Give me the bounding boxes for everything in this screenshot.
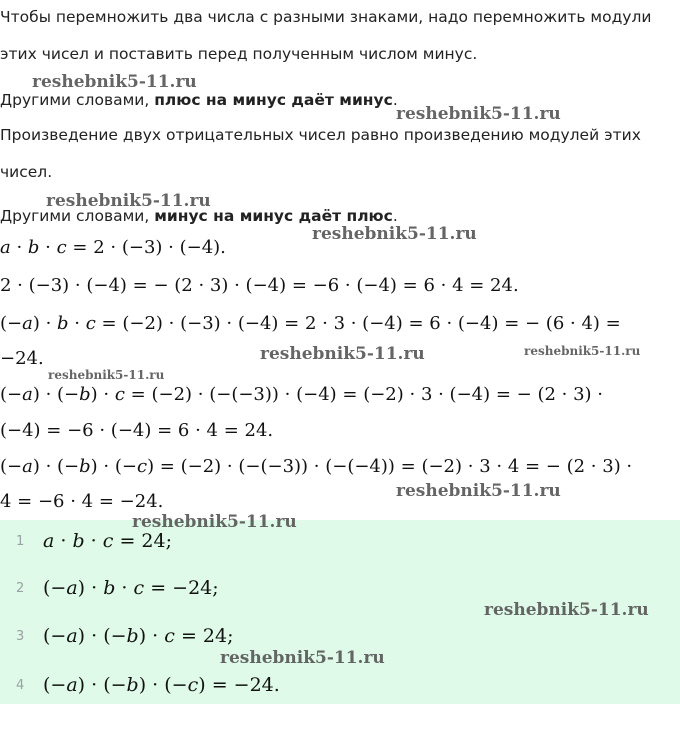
bold-rule: плюс на минус даёт минус [154,91,393,109]
watermark: reshebnik5-11.ru [48,368,165,382]
watermark: reshebnik5-11.ru [396,104,561,124]
paragraph-line: Произведение двух отрицательных чисел равно произведению модулей этих [0,126,641,144]
watermark: reshebnik5-11.ru [312,224,477,244]
watermark: reshebnik5-11.ru [524,344,641,358]
paragraph-text: . [392,207,398,225]
paragraph-text: Другими словами, [0,207,155,225]
math-line: (−4) = −6 · (−4) = 6 · 4 = 24. [0,420,274,441]
watermark: reshebnik5-11.ru [260,344,425,364]
line-number: 1 [16,534,25,549]
line-number: 2 [16,581,25,596]
math-line: 2 · (−3) · (−4) = − (2 · 3) · (−4) = −6 · (−4) = 6 · 4 = 24. [0,275,519,296]
math-line: −24. [0,348,44,369]
watermark: reshebnik5-11.ru [32,72,197,92]
paragraph-line [0,91,398,109]
paragraph-text: Другими словами, [0,91,155,109]
paragraph-line: этих чисел и поставить перед полученным числом минус. [0,45,478,63]
bold-rule: минус на минус даёт плюс [154,207,393,225]
math-line: (−a) · b · c = (−2) · (−3) · (−4) = 2 · 3 · (−4) = 6 · (−4) = − (6 · 4) = [0,313,621,334]
watermark: reshebnik5-11.ru [484,600,649,620]
answer-expression: (−a) · (−b) · c = 24; [43,625,234,647]
line-number: 3 [16,629,25,644]
watermark: reshebnik5-11.ru [396,481,561,501]
paragraph-text: . [392,91,398,109]
math-line: (−a) · (−b) · (−c) = (−2) · (−(−3)) · (−(−4)) = (−2) · 3 · 4 = − (2 · 3) · [0,456,633,477]
answer-expression: a · b · c = 24; [43,530,172,552]
line-number: 4 [16,678,25,693]
answer-expression: (−a) · b · c = −24; [43,577,219,599]
math-line: a · b · c = 2 · (−3) · (−4). [0,237,226,258]
list-item [0,522,680,562]
math-line: 4 = −6 · 4 = −24. [0,491,164,512]
watermark: reshebnik5-11.ru [132,512,297,532]
math-line: (−a) · (−b) · c = (−2) · (−(−3)) · (−4) = (−2) · 3 · (−4) = − (2 · 3) · [0,384,604,405]
watermark: reshebnik5-11.ru [46,191,211,211]
list-item [0,666,680,706]
paragraph-line: Чтобы перемножить два числа с разными знаками, надо перемножить модули [0,8,652,26]
answer-expression: (−a) · (−b) · (−c) = −24. [43,674,280,696]
paragraph-line: чисел. [0,163,53,181]
watermark: reshebnik5-11.ru [220,648,385,668]
